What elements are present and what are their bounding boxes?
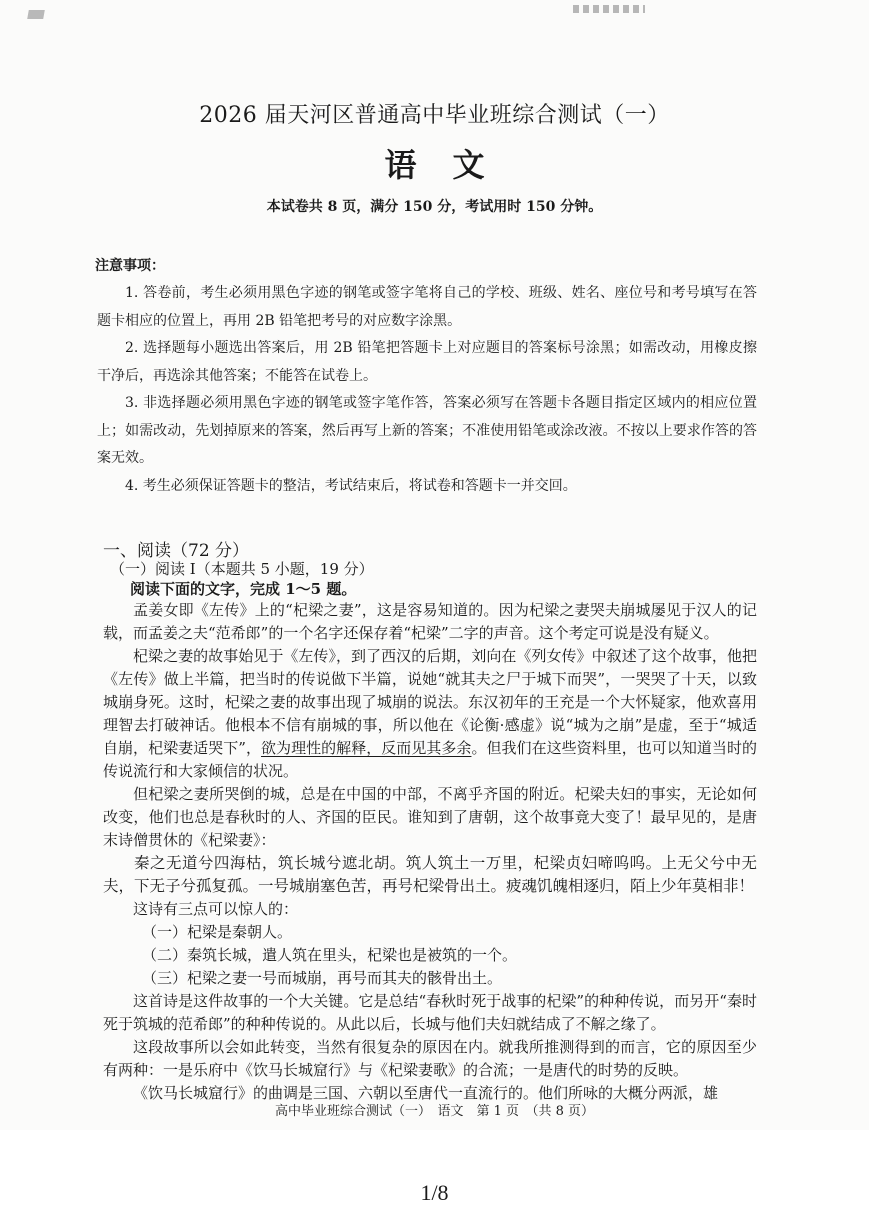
section-heading: 一、阅读（72 分） [103,541,250,561]
passage-paragraph [103,645,757,783]
page-footer: 高中毕业班综合测试（一） 语文 第 1 页 （共 8 页） [274,1104,595,1119]
page-number: 1/8 [420,1180,449,1205]
note-item: 2. 选择题每小题选出答案后，用 2B 铅笔把答题卡上对应题目的答案标号涂黑；如需改动，用橡皮擦干净后，再选涂其他答案；不能答在试卷上。 [97,340,757,384]
exam-info: 本试卷共 8 页，满分 150 分，考试用时 150 分钟。 [266,199,603,215]
list-item: （一）杞梁是秦朝人。 [142,923,293,941]
poem-quote: 秦之无道兮四海枯，筑长城兮遮北胡。筑人筑土一万里，杞梁贞妇啼呜呜。上无父兮中无夫，下无子兮孤复孤。一号城崩塞色苦，再号杞梁骨出土。疲魂饥魄相逐归，陌上少年莫相非！ [103,854,757,895]
notes-list [97,280,757,500]
note-item: 1. 答卷前，考生必须用黑色字迹的钢笔或签字笔将自己的学校、班级、姓名、座位号和考号填写在答题卡相应的位置上，再用 2B 铅笔把考号的对应数字涂黑。 [97,285,757,329]
scan-artifact-left [27,10,45,19]
list-item: （三）杞梁之妻一号而城崩，再号而其夫的骸骨出土。 [142,969,503,987]
underlined-sentence: 欲为理性的解释，反而见其多余 [261,739,472,757]
notes-title: 注意事项： [95,258,165,274]
passage-text: 。但我们在这些资料里，也可以知道当时的传说流行和大家倾信的状况。 [103,739,757,780]
passage-paragraph: 孟姜女即《左传》上的“杞梁之妻”，这是容易知道的。因为杞梁之妻哭夫崩城屡见于汉人的记载，而孟姜之夫“范希郎”的一个名字还保存着“杞梁”二字的声音。这个考定可说是没有疑义。 [103,601,757,642]
passage-text: 杞梁之妻的故事始见于《左传》，到了西汉的后期，刘向在《列女传》中叙述了这个故事，他把《左传》做上半篇，把当时的传说做下半篇，说她“就其夫之尸于城下而哭”，一哭哭了十天，以致城崩身死。这时，杞梁之妻的故事出现了城崩的说法。东汉初年的王充是一个大怀疑家，他欢喜用理智去打破神话。他根本不信有崩城的事，所以他在《论衡·感虚》说“城为之崩”是虚，至于“城适自崩，杞梁妻适哭下”， [103,647,757,757]
exam-title: 2026 届天河区普通高中毕业班综合测试（一） [199,103,670,128]
passage-paragraph: 这首诗是这件故事的一个大关键。它是总结“春秋时死于战事的杞梁”的种种传说，而另开“秦时死于筑城的范希郎”的种种传说的。从此以后，长城与他们夫妇就结成了不解之缘了。 [103,992,757,1033]
passage-paragraph: 《饮马长城窟行》的曲调是三国、六朝以至唐代一直流行的。他们所咏的大概分两派，雄 [133,1084,719,1102]
sub-section-heading: （一）阅读 I（本题共 5 小题，19 分） [110,560,374,578]
list-item: （二）秦筑长城，遣人筑在里头，杞梁也是被筑的一个。 [142,946,518,964]
scan-artifact-right [573,5,645,13]
passage-paragraph: 但杞梁之妻所哭倒的城，总是在中国的中部，不离乎齐国的附近。杞梁夫妇的事实，无论如何改变，他们也总是春秋时的人、齐国的臣民。谁知到了唐朝，这个故事竟大变了！最早见的，是唐末诗僧贯休的《杞梁妻》： [103,785,757,849]
note-item: 4. 考生必须保证答题卡的整洁，考试结束后，将试卷和答题卡一并交回。 [125,477,577,494]
reading-instruction: 阅读下面的文字，完成 1～5 题。 [130,580,357,598]
passage-paragraph: 这段故事所以会如此转变，当然有很复杂的原因在内。就我所推测得到的而言，它的原因至少有两种：一是乐府中《饮马长城窟行》与《杞梁妻歌》的合流；一是唐代的时势的反映。 [103,1038,757,1079]
note-item: 3. 非选择题必须用黑色字迹的钢笔或签字笔作答，答案必须写在答题卡各题目指定区域内的相应位置上；如需改动，先划掉原来的答案，然后再写上新的答案；不准使用铅笔或涂改液。不按以上要求作答的答案无效。 [97,395,757,466]
reading-passage [103,599,757,1105]
subject-title: 语文 [384,146,521,184]
passage-paragraph: 这诗有三点可以惊人的： [133,900,299,918]
